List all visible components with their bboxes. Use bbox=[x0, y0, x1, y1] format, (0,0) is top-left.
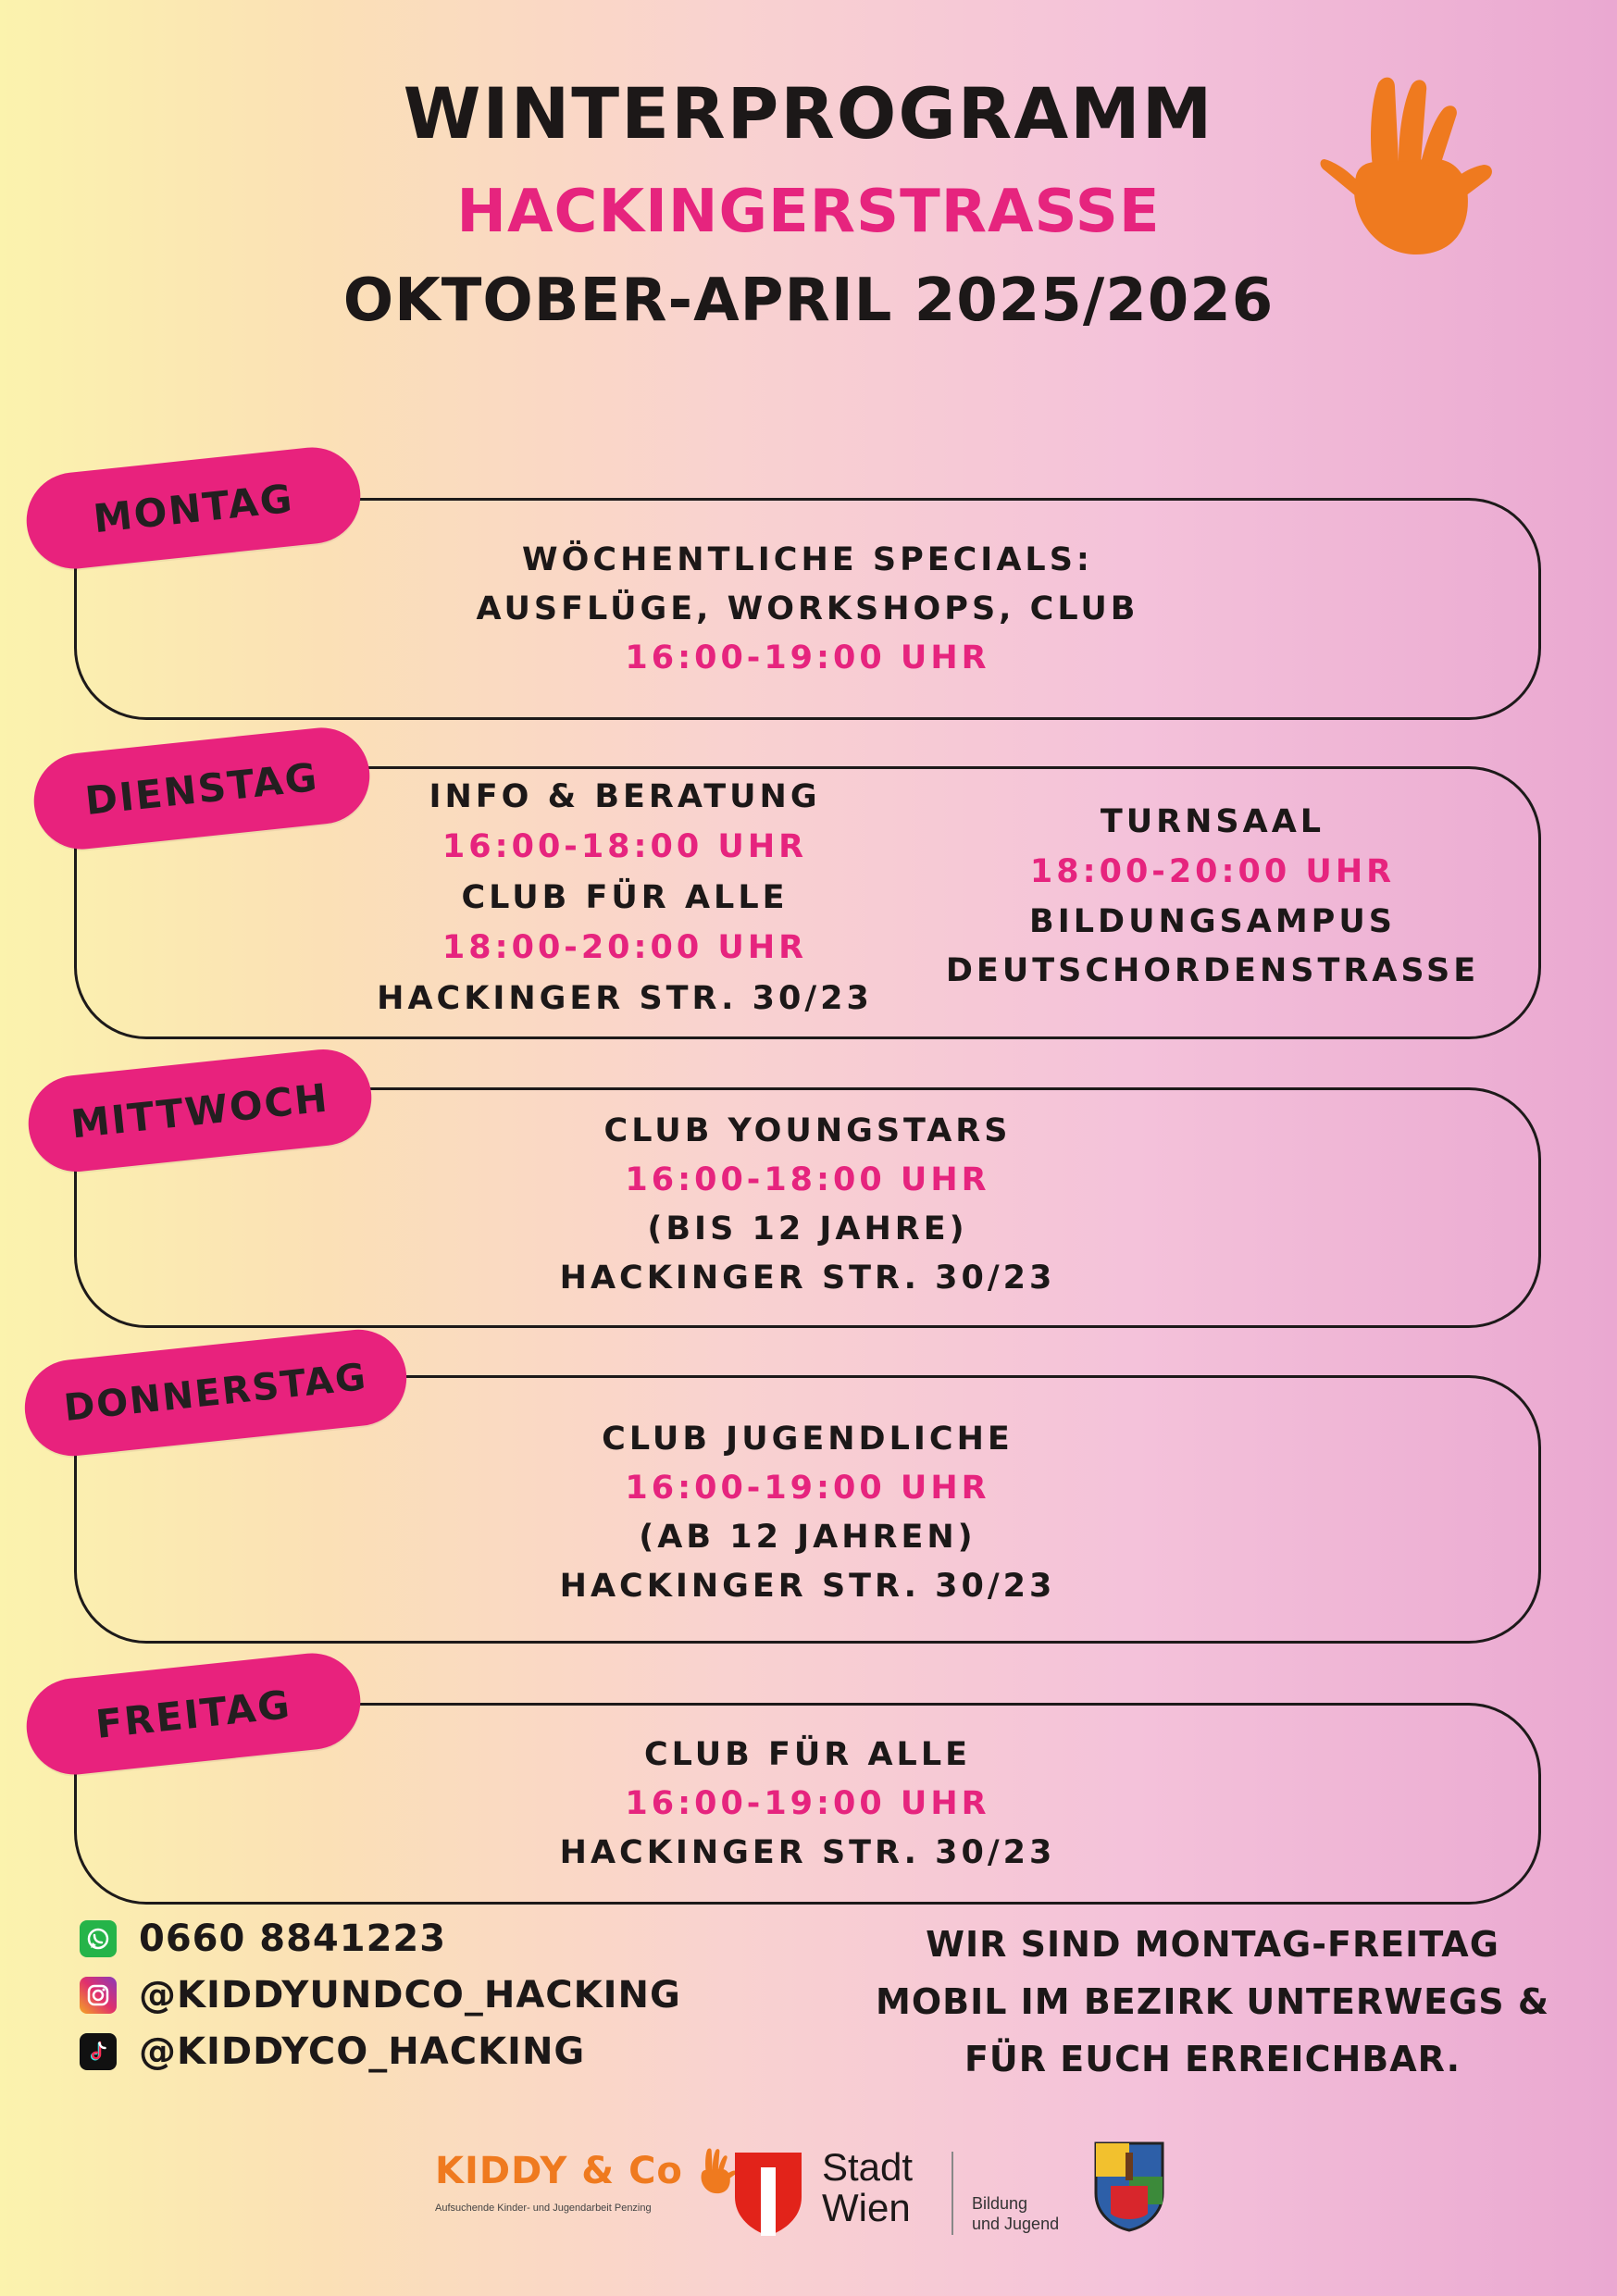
tuesday-left-line: INFO & BERATUNG bbox=[429, 778, 821, 815]
tiktok-icon bbox=[80, 2033, 117, 2070]
tuesday-right-time: 18:00-20:00 UHR bbox=[1029, 853, 1396, 890]
location-subtitle: HACKINGERSTRASSE bbox=[456, 178, 1161, 246]
friday-line: HACKINGER STR. 30/23 bbox=[559, 1834, 1056, 1871]
phone-number: 0660 8841223 bbox=[139, 1917, 447, 1960]
availability-line: WIR SIND MONTAG-FREITAG bbox=[926, 1924, 1499, 1965]
day-label-tuesday: DIENSTAG bbox=[30, 723, 375, 853]
tuesday-right-line: BILDUNGSAMPUS bbox=[1029, 903, 1396, 940]
monday-line: AUSFLÜGE, WORKSHOPS, CLUB bbox=[476, 590, 1139, 627]
availability-line: MOBIL IM BEZIRK UNTERWEGS & bbox=[876, 1981, 1549, 2022]
contact-instagram[interactable] bbox=[80, 1974, 681, 2017]
tuesday-left-line: HACKINGER STR. 30/23 bbox=[377, 980, 873, 1017]
friday-line: CLUB FÜR ALLE bbox=[643, 1736, 972, 1773]
wednesday-line: CLUB YOUNGSTARS bbox=[603, 1112, 1012, 1149]
wednesday-line: (BIS 12 JAHRE) bbox=[647, 1210, 968, 1247]
instagram-icon bbox=[80, 1977, 117, 2014]
handprint-icon bbox=[1319, 65, 1495, 268]
wien-shield-icon bbox=[731, 2149, 805, 2238]
tuesday-left-time: 18:00-20:00 UHR bbox=[442, 929, 808, 966]
contact-tiktok[interactable] bbox=[80, 2030, 585, 2073]
availability-note bbox=[847, 1916, 1578, 2088]
logo-divider bbox=[952, 2152, 953, 2235]
day-label-friday: FREITAG bbox=[22, 1648, 366, 1779]
kiddy-logo-text: KIDDY & Co bbox=[435, 2150, 683, 2192]
thursday-line: CLUB JUGENDLICHE bbox=[602, 1421, 1014, 1458]
kiddy-tagline: Aufsuchende Kinder- und Jugendarbeit Penzing bbox=[435, 2203, 652, 2214]
thursday-line: (AB 12 JAHREN) bbox=[639, 1519, 976, 1556]
contact-whatsapp[interactable] bbox=[80, 1917, 446, 1960]
thursday-time: 16:00-19:00 UHR bbox=[625, 1470, 990, 1507]
monday-line: WÖCHENTLICHE SPECIALS: bbox=[522, 541, 1093, 578]
wednesday-time: 16:00-18:00 UHR bbox=[625, 1161, 990, 1198]
day-label-thursday: DONNERSTAG bbox=[20, 1325, 412, 1461]
kiddy-co-logo bbox=[435, 2145, 740, 2214]
season-dates: OKTOBER-APRIL 2025/2026 bbox=[342, 267, 1275, 335]
wednesday-line: HACKINGER STR. 30/23 bbox=[559, 1260, 1056, 1297]
tiktok-handle: @KIDDYCO_HACKING bbox=[139, 2030, 586, 2073]
stadt-wien-logo: Stadt Wien bbox=[822, 2145, 914, 2229]
availability-line: FÜR EUCH ERREICHBAR. bbox=[964, 2039, 1462, 2079]
day-label-wednesday: MITTWOCH bbox=[24, 1045, 377, 1176]
page-title: WINTERPROGRAMM bbox=[403, 72, 1214, 155]
whatsapp-icon bbox=[80, 1920, 117, 1957]
friday-time: 16:00-19:00 UHR bbox=[625, 1785, 990, 1822]
thursday-line: HACKINGER STR. 30/23 bbox=[559, 1568, 1056, 1605]
instagram-handle: @KIDDYUNDCO_HACKING bbox=[139, 1974, 681, 2017]
day-label-monday: MONTAG bbox=[22, 442, 366, 573]
tuesday-right-line: TURNSAAL bbox=[1100, 803, 1325, 840]
tuesday-right-line: DEUTSCHORDENSTRASSE bbox=[945, 952, 1480, 989]
district-coat-of-arms-icon bbox=[1092, 2140, 1166, 2232]
monday-time: 16:00-19:00 UHR bbox=[625, 639, 990, 676]
tuesday-left-time: 16:00-18:00 UHR bbox=[442, 828, 808, 865]
tuesday-left-line: CLUB FÜR ALLE bbox=[461, 879, 789, 916]
bildung-jugend-logo: Bildung und Jugend bbox=[972, 2194, 1060, 2233]
